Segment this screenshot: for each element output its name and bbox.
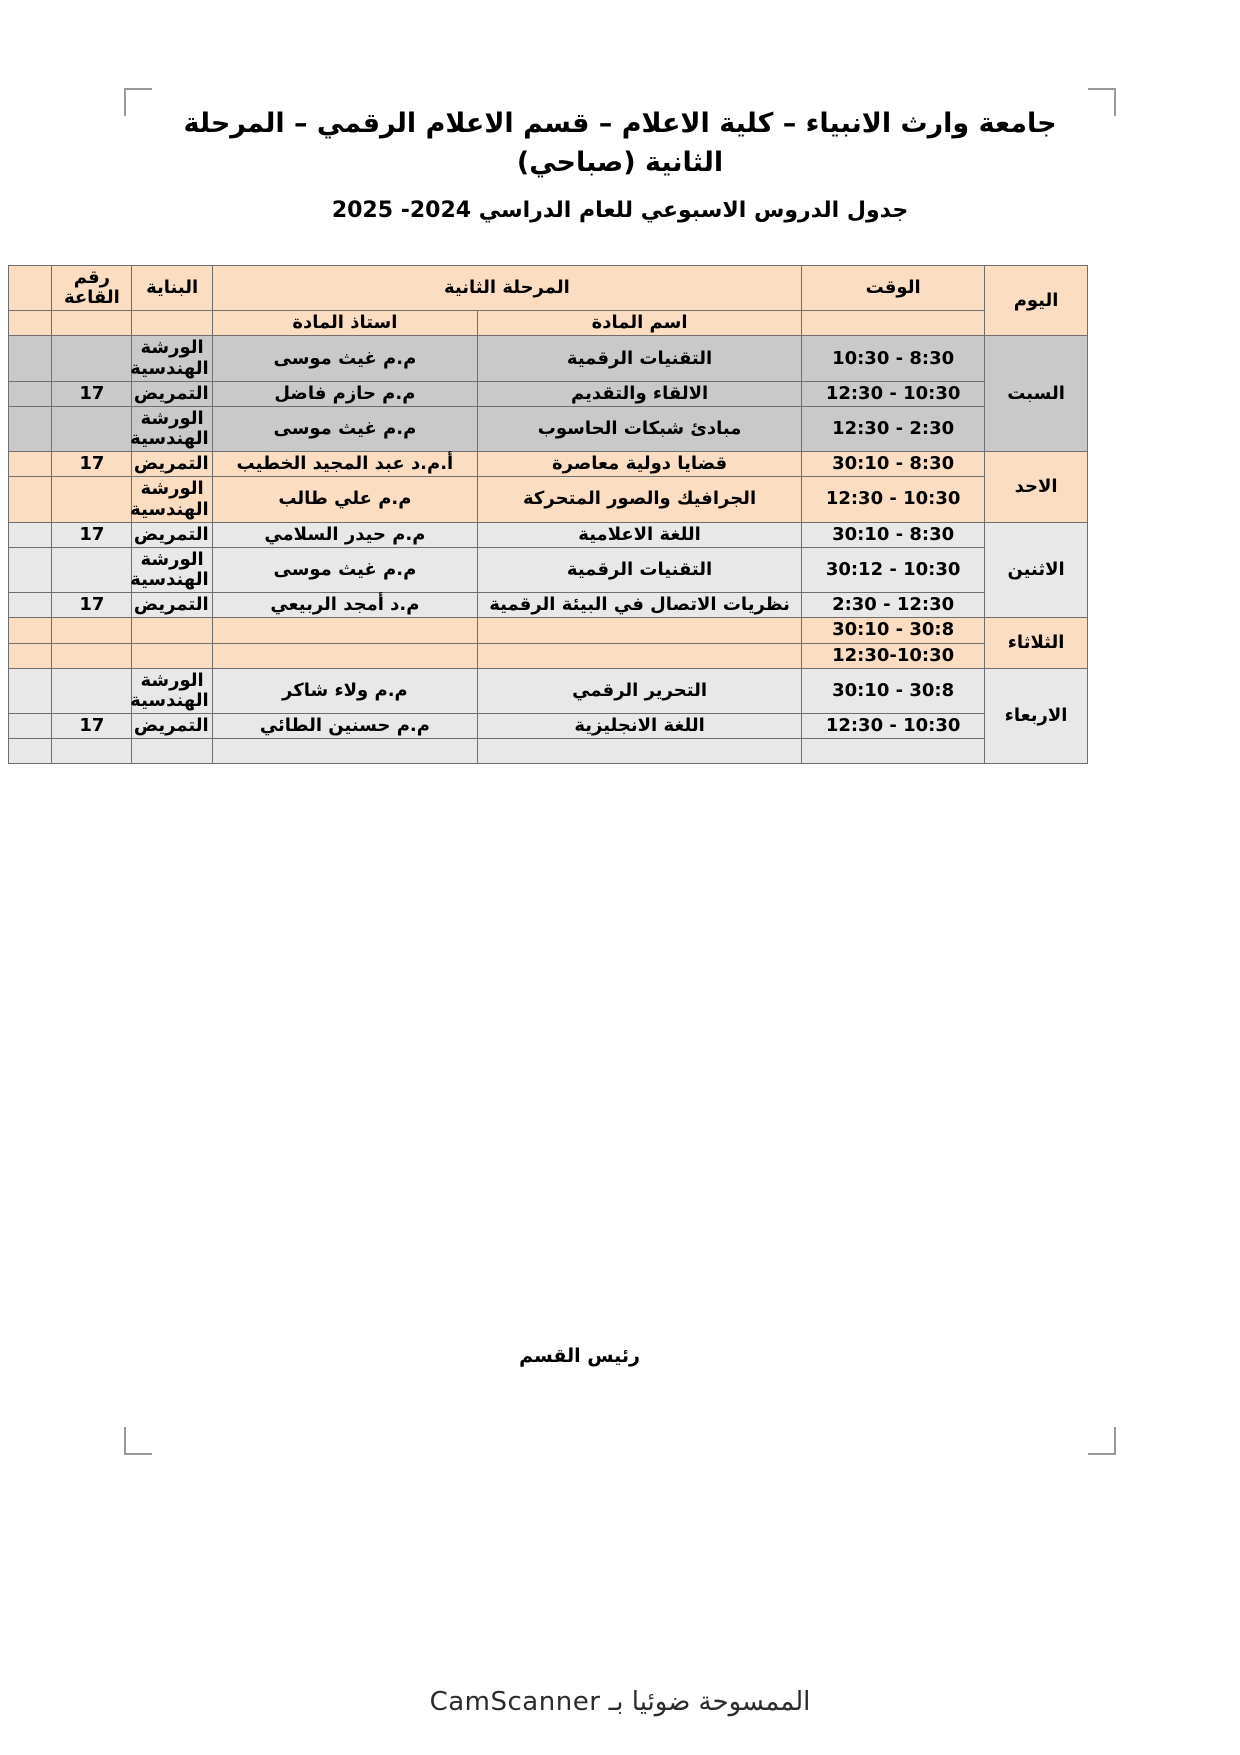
cell-teacher bbox=[212, 643, 477, 668]
cell-teacher: م.م حيدر السلامي bbox=[212, 522, 477, 547]
cell-room bbox=[52, 336, 132, 381]
cell-time: 10:30 - 30:12 bbox=[802, 547, 985, 592]
header-row-1 bbox=[9, 266, 1088, 311]
cell-teacher: م.م حازم فاضل bbox=[212, 381, 477, 406]
cell-time: 8:30 - 30:10 bbox=[802, 522, 985, 547]
cell-subject: التقنيات الرقمية bbox=[478, 336, 802, 381]
cell-building: الورشة الهندسية bbox=[132, 336, 212, 381]
cell-building bbox=[132, 643, 212, 668]
camscanner-text: الممسوحة ضوئيا بـ bbox=[608, 1687, 811, 1717]
cell-building: الورشة الهندسية bbox=[132, 406, 212, 451]
cell-time: 2:30 - 12:30 bbox=[802, 406, 985, 451]
header-building: البناية bbox=[132, 266, 212, 311]
cell-time bbox=[802, 739, 985, 764]
crop-mark-top-right bbox=[1088, 88, 1116, 116]
cell-building: التمريض bbox=[132, 452, 212, 477]
cell-day: الاحد bbox=[985, 452, 1088, 522]
cell-subject: التحرير الرقمي bbox=[478, 668, 802, 713]
cell-room: 17 bbox=[52, 713, 132, 738]
cell-teacher: م.م غيث موسى bbox=[212, 547, 477, 592]
cell-building: التمريض bbox=[132, 593, 212, 618]
header-room-sub bbox=[52, 311, 132, 336]
cell-pad bbox=[9, 668, 52, 713]
cell-teacher: م.م ولاء شاكر bbox=[212, 668, 477, 713]
cell-room: 17 bbox=[52, 452, 132, 477]
page-title: جامعة وارث الانبياء – كلية الاعلام – قسم الاعلام الرقمي – المرحلة الثانية (صباحي) bbox=[183, 108, 1057, 179]
crop-mark-bottom-left bbox=[124, 1427, 152, 1455]
cell-time: 8:30 - 10:30 bbox=[802, 336, 985, 381]
table-row bbox=[9, 336, 1088, 381]
cell-teacher: م.م حسنين الطائي bbox=[212, 713, 477, 738]
cell-room bbox=[52, 477, 132, 522]
table-row bbox=[9, 593, 1088, 618]
cell-room bbox=[52, 739, 132, 764]
cell-pad bbox=[9, 713, 52, 738]
cell-room bbox=[52, 406, 132, 451]
table-row bbox=[9, 522, 1088, 547]
table-row bbox=[9, 547, 1088, 592]
cell-time: 8:30 - 30:10 bbox=[802, 452, 985, 477]
cell-subject bbox=[478, 739, 802, 764]
cell-subject: مبادئ شبكات الحاسوب bbox=[478, 406, 802, 451]
cell-building: الورشة الهندسية bbox=[132, 547, 212, 592]
cell-room: 17 bbox=[52, 381, 132, 406]
table-header bbox=[9, 266, 1088, 336]
cell-time: 30:8 - 30:10 bbox=[802, 618, 985, 643]
header-day: اليوم bbox=[985, 266, 1088, 336]
crop-mark-top-left bbox=[124, 88, 152, 116]
cell-pad bbox=[9, 522, 52, 547]
cell-room: 17 bbox=[52, 522, 132, 547]
header-pad-sub bbox=[9, 311, 52, 336]
cell-pad bbox=[9, 477, 52, 522]
cell-room bbox=[52, 643, 132, 668]
cell-day: الاثنين bbox=[985, 522, 1088, 618]
cell-teacher: م.م غيث موسى bbox=[212, 336, 477, 381]
cell-pad bbox=[9, 381, 52, 406]
cell-time: 30:8 - 30:10 bbox=[802, 668, 985, 713]
cell-subject: نظريات الاتصال في البيئة الرقمية bbox=[478, 593, 802, 618]
cell-time: 10:30 - 12:30 bbox=[802, 713, 985, 738]
cell-subject: الجرافيك والصور المتحركة bbox=[478, 477, 802, 522]
cell-pad bbox=[9, 618, 52, 643]
cell-room bbox=[52, 618, 132, 643]
cell-subject: التقنيات الرقمية bbox=[478, 547, 802, 592]
cell-time: 12:30 - 2:30 bbox=[802, 593, 985, 618]
cell-building: الورشة الهندسية bbox=[132, 477, 212, 522]
cell-day: السبت bbox=[985, 336, 1088, 452]
table-body bbox=[9, 336, 1088, 764]
cell-time: 10:30 - 12:30 bbox=[802, 381, 985, 406]
header-pad bbox=[9, 266, 52, 311]
camscanner-brand: CamScanner bbox=[429, 1687, 601, 1717]
header-time-sub bbox=[802, 311, 985, 336]
table-row bbox=[9, 713, 1088, 738]
table-row bbox=[9, 381, 1088, 406]
header-row-2 bbox=[9, 311, 1088, 336]
table-row bbox=[9, 643, 1088, 668]
cell-subject: قضايا دولية معاصرة bbox=[478, 452, 802, 477]
cell-room: 17 bbox=[52, 593, 132, 618]
cell-subject bbox=[478, 618, 802, 643]
cell-pad bbox=[9, 739, 52, 764]
table-row bbox=[9, 668, 1088, 713]
header-teacher: استاذ المادة bbox=[212, 311, 477, 336]
cell-teacher bbox=[212, 739, 477, 764]
cell-pad bbox=[9, 406, 52, 451]
cell-building: الورشة الهندسية bbox=[132, 668, 212, 713]
table-row bbox=[9, 406, 1088, 451]
cell-pad bbox=[9, 643, 52, 668]
cell-teacher: أ.م.د عبد المجيد الخطيب bbox=[212, 452, 477, 477]
table-row bbox=[9, 739, 1088, 764]
cell-room bbox=[52, 668, 132, 713]
header-building-sub bbox=[132, 311, 212, 336]
header-stage: المرحلة الثانية bbox=[212, 266, 801, 311]
camscanner-watermark bbox=[0, 1687, 1240, 1717]
cell-subject: اللغة الانجليزية bbox=[478, 713, 802, 738]
cell-pad bbox=[9, 336, 52, 381]
cell-pad bbox=[9, 452, 52, 477]
header-subject: اسم المادة bbox=[478, 311, 802, 336]
cell-time: 12:30-10:30 bbox=[802, 643, 985, 668]
cell-subject: الالقاء والتقديم bbox=[478, 381, 802, 406]
crop-mark-bottom-right bbox=[1088, 1427, 1116, 1455]
weekly-schedule-table bbox=[8, 265, 1088, 764]
cell-building: التمريض bbox=[132, 713, 212, 738]
cell-room bbox=[52, 547, 132, 592]
cell-day: الاربعاء bbox=[985, 668, 1088, 764]
cell-building bbox=[132, 739, 212, 764]
table-row bbox=[9, 477, 1088, 522]
header-time: الوقت bbox=[802, 266, 985, 311]
cell-time: 10:30 - 12:30 bbox=[802, 477, 985, 522]
signature-label: رئيس القسم bbox=[519, 1345, 640, 1367]
table-row bbox=[9, 618, 1088, 643]
cell-teacher: م.د أمجد الربيعي bbox=[212, 593, 477, 618]
cell-day: الثلاثاء bbox=[985, 618, 1088, 668]
cell-pad bbox=[9, 593, 52, 618]
header-room: رقم القاعة bbox=[52, 266, 132, 311]
cell-building: التمريض bbox=[132, 522, 212, 547]
cell-building bbox=[132, 618, 212, 643]
cell-subject bbox=[478, 643, 802, 668]
cell-teacher: م.م غيث موسى bbox=[212, 406, 477, 451]
table-row bbox=[9, 452, 1088, 477]
cell-subject: اللغة الاعلامية bbox=[478, 522, 802, 547]
cell-teacher bbox=[212, 618, 477, 643]
cell-building: التمريض bbox=[132, 381, 212, 406]
cell-pad bbox=[9, 547, 52, 592]
page-subtitle: جدول الدروس الاسبوعي للعام الدراسي 2024- 2025 bbox=[331, 198, 909, 224]
cell-teacher: م.م علي طالب bbox=[212, 477, 477, 522]
